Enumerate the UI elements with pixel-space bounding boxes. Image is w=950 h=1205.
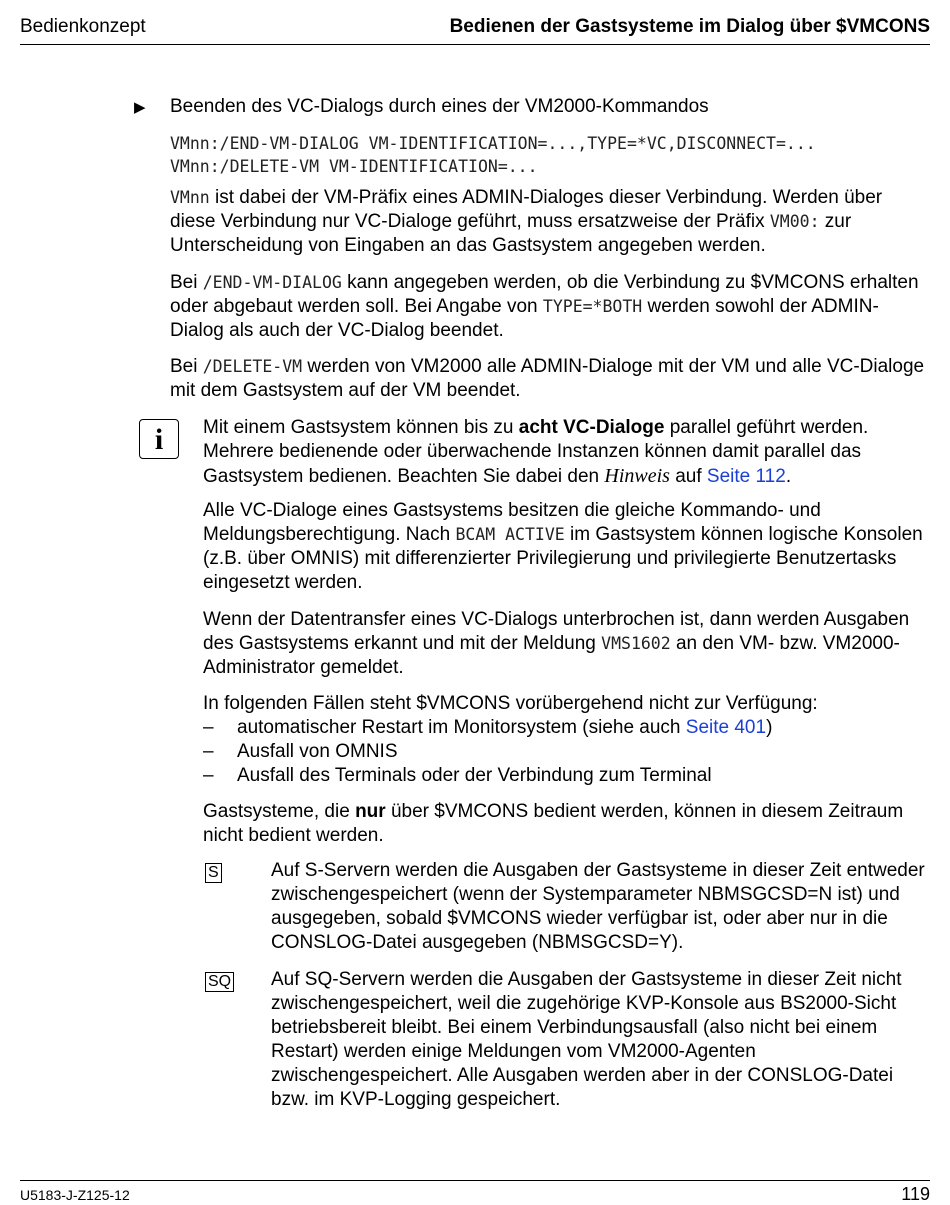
text: ) xyxy=(766,717,773,738)
dash-bullet: – xyxy=(203,741,214,762)
inline-code: /END-VM-DIALOG xyxy=(202,273,342,292)
dash-bullet: – xyxy=(203,765,214,786)
text: an den VM- bzw. VM2000-Administrator gemeldet. xyxy=(203,633,900,678)
paragraph-vm-prefix xyxy=(170,186,927,258)
text: zur Unterscheidung von Eingaben an das Gastsystem angegeben werden. xyxy=(170,211,852,256)
text: werden von VM2000 alle ADMIN-Dialoge mit der VM und alle VC-Dialoge mit dem Gastsystem auf der VM beendet. xyxy=(170,356,925,401)
header-chapter: Bedienkonzept xyxy=(20,16,146,37)
inline-code: VMnn xyxy=(170,188,210,207)
document-id: U5183-J-Z125-12 xyxy=(20,1187,130,1203)
text: kann angegeben werden, ob die Verbindung zu $VMCONS erhalten oder abgebaut werden soll. Bei Angabe von xyxy=(170,272,919,317)
header-section-title: Bedienen der Gastsysteme im Dialog über $VMCONS xyxy=(449,16,930,37)
paragraph-end-vm-dialog xyxy=(170,271,927,343)
paragraph-data-transfer xyxy=(203,608,927,680)
text: . xyxy=(785,466,792,487)
code-line-1: VMnn:/END-VM-DIALOG VM-IDENTIFICATION=...,TYPE=*VC,DISCONNECT=... xyxy=(170,134,816,153)
text: Gastsysteme, die xyxy=(203,801,356,822)
s-server-text: Auf S-Servern werden die Ausgaben der Gastsysteme in dieser Zeit entweder zwischengespeichert (wenn der Systemparameter NBMSGCSD=N ist) und ausgegeben, sobald $VMCONS wieder verfügbar ist, oder aber nur in die CONSLOG-Datei ausgegeben (NBMSGCSD=Y). xyxy=(271,860,925,953)
list-item-text: Ausfall von OMNIS xyxy=(237,741,398,762)
text: parallel geführt werden. Mehrere bedienende oder überwachende Instanzen können damit parallel das Gastsystem bedienen. Beachten Sie dabei den xyxy=(203,417,869,487)
paragraph-only-vmcons xyxy=(203,800,927,848)
page-number: 119 xyxy=(901,1184,930,1204)
sq-server-text: Auf SQ-Servern werden die Ausgaben der Gastsysteme in dieser Zeit nicht zwischengespeichert, weil die zugehörige KVP-Konsole aus BS2000-Sicht betriebsbereit bleibt. Bei einem Verbindungsausfall (also nicht bei einem Restart) werden einige Meldungen vom VM2000-Agenten zwischengespeichert. Alle Ausgaben werden aber in der CONSLOG-Datei bzw. im KVP-Logging gespeichert. xyxy=(271,969,902,1110)
text: Bei xyxy=(170,272,203,293)
inline-code: VMS1602 xyxy=(601,634,671,653)
link-seite-401[interactable]: Seite 401 xyxy=(685,717,767,738)
text: auf xyxy=(669,466,707,487)
text: Mit einem Gastsystem können bis zu xyxy=(203,417,519,438)
text: Bei xyxy=(170,356,203,377)
info-icon: i xyxy=(139,419,179,459)
bold-text: acht VC-Dialoge xyxy=(518,417,665,438)
dash-bullet: – xyxy=(203,717,214,738)
inline-code: VM00: xyxy=(769,212,820,231)
text: über $VMCONS bedient werden, können in diesem Zeitraum nicht bedient werden. xyxy=(203,801,904,846)
bold-text: nur xyxy=(355,801,386,822)
sq-server-tag: SQ xyxy=(205,972,234,992)
text: Wenn der Datentransfer eines VC-Dialogs unterbrochen ist, dann werden Ausgaben des Gastsystems erkannt und mit der Meldung xyxy=(203,609,910,654)
inline-code: TYPE=*BOTH xyxy=(542,297,643,316)
inline-code: BCAM ACTIVE xyxy=(455,525,565,544)
inline-code: /DELETE-VM xyxy=(202,357,303,376)
bullet-text: Beenden des VC-Dialogs durch eines der VM2000-Kommandos xyxy=(170,96,709,117)
list-item-text xyxy=(237,716,772,740)
page-header xyxy=(20,14,930,45)
code-block xyxy=(170,132,816,178)
text: automatischer Restart im Monitorsystem (siehe auch xyxy=(237,717,686,738)
code-line-2: VMnn:/DELETE-VM VM-IDENTIFICATION=... xyxy=(170,157,538,176)
paragraph-delete-vm xyxy=(170,355,927,403)
text: werden sowohl der ADMIN-Dialog als auch der VC-Dialog beendet. xyxy=(170,296,879,341)
italic-text: Hinweis xyxy=(604,465,670,487)
text: im Gastsystem können logische Konsolen (z.B. über OMNIS) mit differenzierter Privilegierung und privilegierte Benutzertasks eingesetzt werden. xyxy=(203,524,923,593)
page-footer xyxy=(20,1180,930,1203)
s-server-tag: S xyxy=(205,863,222,883)
text: ist dabei der VM-Präfix eines ADMIN-Dialoges dieser Verbindung. Werden über diese Verbindung nur VC-Dialoge geführt, muss ersatzweise der Präfix xyxy=(170,187,883,232)
paragraph-unavailable-intro: In folgenden Fällen steht $VMCONS vorübergehend nicht zur Verfügung: xyxy=(203,693,818,714)
bullet-arrow-icon: ▶ xyxy=(134,99,146,116)
list-item-text: Ausfall des Terminals oder der Verbindung zum Terminal xyxy=(237,765,712,786)
paragraph-info-vc-dialogs xyxy=(203,416,927,489)
link-seite-112[interactable]: Seite 112 xyxy=(706,466,786,487)
paragraph-command-rights xyxy=(203,499,927,595)
text: Alle VC-Dialoge eines Gastsystems besitzen die gleiche Kommando- und Meldungsberechtigung. Nach xyxy=(203,500,821,545)
